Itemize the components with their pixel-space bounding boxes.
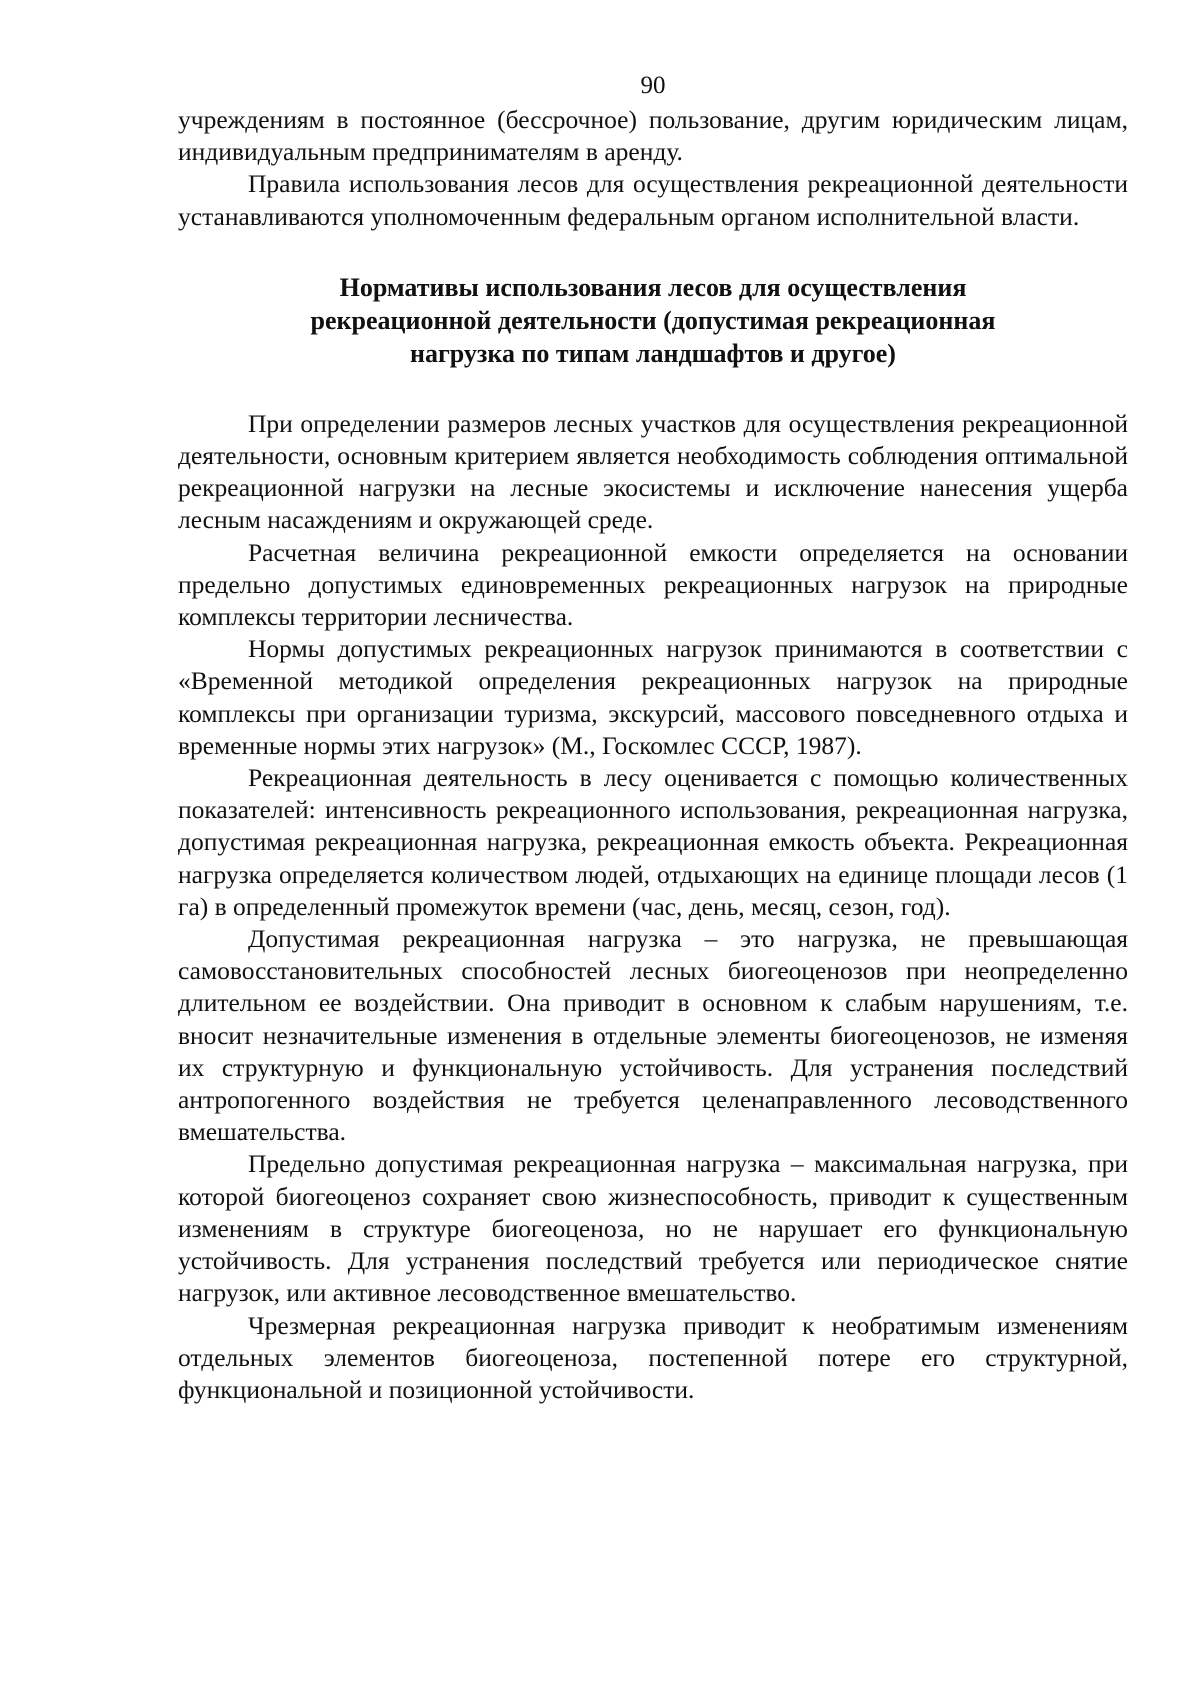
- section-heading-line: рекреационной деятельности (допустимая рекреационная: [310, 305, 996, 335]
- section-heading-line: нагрузка по типам ландшафтов и другое): [410, 338, 896, 368]
- body-paragraph: Чрезмерная рекреационная нагрузка приводит к необратимым изменениям отдельных элементов биогеоценоза, постепенной потере его структурной, функциональной и позиционной устойчивости.: [178, 1310, 1128, 1404]
- section-heading-line: Нормативы использования лесов для осуществления: [339, 272, 967, 302]
- body-paragraph: При определении размеров лесных участков для осуществления рекреационной деятельности, основным критерием является необходимость соблюдения оптимальной рекреационной нагрузки на лесные экосистемы и исключение нанесения ущерба лесным насаждениям и окружающей среде.: [178, 408, 1128, 535]
- body-paragraph: Нормы допустимых рекреационных нагрузок принимаются в соответствии с «Временной методикой определения рекреационных нагрузок на природные комплексы при организации туризма, экскурсий, массового повседневного отдыха и временные нормы этих нагрузок» (М., Госкомлес СССР, 1987).: [178, 634, 1128, 760]
- body-paragraph: Предельно допустимая рекреационная нагрузка – максимальная нагрузка, при которой биогеоценоз сохраняет свою жизнеспособность, приводит к существенным изменениям в структуре биогеоценоза, но не нарушает его функциональную устойчивость. Для устранения последствий требуется или периодическое снятие нагрузок, или активное лесоводственное вмешательство.: [178, 1149, 1128, 1308]
- body-paragraph: Рекреационная деятельность в лесу оценивается с помощью количественных показателей: интенсивность рекреационного использования, рекреационная нагрузка, допустимая рекреационная нагрузка, рекреационная емкость объекта. Рекреационная нагрузка определяется количеством людей, отдыхающих на единице площади лесов (1 га) в определенный промежуток времени (час, день, месяц, сезон, год).: [178, 763, 1128, 921]
- section-heading: [178, 271, 1128, 370]
- document-page: [178, 70, 1128, 1406]
- rules-paragraph: Правила использования лесов для осуществления рекреационной деятельности устанавливаются уполномоченным федеральным органом исполнительной власти.: [178, 169, 1128, 231]
- page-number: 90: [640, 72, 666, 99]
- body-paragraph: Допустимая рекреационная нагрузка – это нагрузка, не превышающая самовосстановительных способностей лесных биогеоценозов при неопределенно длительном ее воздействии. Она приводит в основном к слабым нарушениям, т.е. вносит незначительные изменения в отдельные элементы биогеоценозов, не изменяя их структурную и функциональную устойчивость. Для устранения последствий антропогенного воздействия не требуется целенаправленного лесоводственного вмешательства.: [178, 924, 1128, 1147]
- body-paragraph: Расчетная величина рекреационной емкости определяется на основании предельно допустимых единовременных рекреационных нагрузок на природные комплексы территории лесничества.: [178, 537, 1128, 632]
- continuation-paragraph: учреждениям в постоянное (бессрочное) пользование, другим юридическим лицам, индивидуальным предпринимателям в аренду.: [178, 105, 1128, 167]
